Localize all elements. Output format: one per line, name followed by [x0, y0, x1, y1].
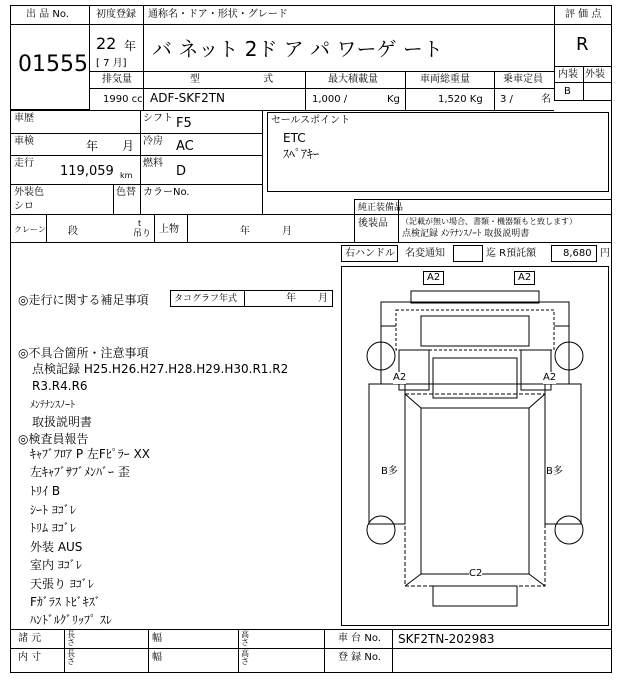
handle-side: 右ハンドル: [345, 248, 395, 259]
damage-b-left: B多: [381, 466, 398, 477]
inspection-month: 月: [122, 139, 135, 153]
ext-color-label: 外装色: [14, 187, 44, 198]
tachograph-label: タコグラフ年式: [174, 294, 238, 304]
color-change-label: 色替: [116, 187, 136, 198]
damage-a2-top-right: A2: [514, 271, 535, 285]
boom-month: 月: [282, 226, 292, 237]
ext-color-value: シロ: [14, 201, 34, 212]
inspector-line: 外装 AUS: [30, 540, 83, 554]
inspector-line: ﾄﾘﾑ ﾖｺﾞﾚ: [30, 521, 76, 535]
width-label: 幅: [152, 652, 162, 663]
boom-label: 上物: [159, 224, 179, 235]
inspector-label: ◎検査員報告: [18, 432, 89, 446]
inspector-line: 左ｷｬﾌﾞｻﾌﾞﾒﾝﾊﾞｰ 歪: [30, 465, 130, 479]
chassis-label: 車 台 No.: [338, 633, 381, 644]
lot-label: 出 品 No.: [26, 9, 69, 20]
model-label: 型 式: [190, 74, 274, 85]
inspector-line: ﾄﾘｲ B: [30, 484, 61, 498]
height-label: 高さ: [241, 630, 249, 647]
damage-b-right: B多: [546, 466, 563, 477]
overall-rating: R: [576, 34, 589, 55]
ac-value: AC: [176, 139, 194, 154]
boom-year: 年: [240, 226, 250, 237]
crane-label: クレーン: [14, 225, 46, 234]
exterior-grade-label: 外装: [585, 69, 605, 80]
max-load-label: 最大積載量: [328, 74, 378, 85]
driving-remarks-label: ◎走行に関する補足事項: [18, 293, 149, 307]
equipment-note: （記載が無い場合、書類・機器類もと致します）: [401, 217, 577, 226]
mileage-value: 119,059: [60, 164, 114, 179]
crane-lift: 吊り: [133, 229, 152, 239]
recycle-label: 迄 R預託額: [486, 248, 537, 259]
reg-month: [ 7 月]: [96, 58, 127, 69]
defect-line: R3.R4.R6: [32, 379, 88, 393]
fuel-value: D: [176, 164, 187, 179]
damage-a2-top-left: A2: [423, 271, 444, 285]
damage-a2-right: A2: [543, 372, 557, 383]
rating-label: 評 価 点: [565, 9, 602, 20]
genuine-equipment-label: 純正装備品: [358, 203, 404, 213]
inspector-line: 天張り ﾖｺﾞﾚ: [30, 577, 94, 591]
fuel-label: 燃料: [143, 158, 163, 169]
equipment-docs: 点検記録 ﾒﾝﾃﾅﾝｽﾉｰﾄ 取扱説明書: [402, 229, 530, 239]
ac-label: 冷房: [143, 136, 163, 147]
tacho-month: 月: [318, 293, 328, 304]
displacement: 1990 cc: [103, 94, 143, 105]
chassis-number: SKF2TN-202983: [398, 632, 495, 646]
defect-line: 取扱説明書: [32, 415, 93, 429]
lot-number: 01555: [18, 52, 88, 77]
crane-ton: t: [138, 219, 142, 228]
damage-c2-rear: C2: [469, 568, 483, 579]
car-name: バ ネット 2ド ア パ ワーゲ ート: [152, 37, 443, 61]
sales-point-1: ETC: [283, 131, 306, 145]
inspector-line: ｷｬﾌﾞﾌﾛｱ P 左Fﾋﾟﾗｰ XX: [30, 447, 151, 461]
sales-point-label: セールスポイント: [271, 115, 351, 126]
gross-weight: 1,520 Kg: [438, 94, 483, 105]
history-label: 車歴: [14, 113, 34, 124]
height-label: 高さ: [241, 649, 249, 666]
name-change-box: [453, 245, 483, 262]
registration-label: 登 録 No.: [338, 652, 381, 663]
name-change-label: 名変通知: [405, 248, 445, 259]
inspector-line: ｼｰﾄ ﾖｺﾞﾚ: [30, 503, 76, 517]
gvw-label: 車両総重量: [420, 74, 470, 85]
first-reg-label: 初度登録: [96, 9, 136, 20]
reg-year: 22: [96, 34, 117, 53]
capacity: 3 /: [500, 94, 513, 105]
defect-line: ﾒﾝﾃﾅﾝｽﾉｰﾄ: [30, 400, 75, 411]
inspector-line: Fｶﾞﾗｽ ﾄﾋﾞｷｽﾞ: [30, 595, 101, 609]
inspection-year: 年: [86, 139, 99, 153]
reg-year-unit: 年: [124, 39, 137, 53]
mileage-label: 走行: [14, 158, 34, 169]
length-label: 長さ: [67, 630, 75, 647]
displacement-label: 排気量: [102, 74, 132, 85]
recycle-yen: 円: [600, 248, 610, 259]
defects-label: ◎不具合箇所・注意事項: [18, 346, 149, 360]
interior-grade-label: 内装: [558, 69, 578, 80]
capacity-unit: 名: [541, 94, 551, 105]
recycle-amount: 8,680: [563, 248, 592, 259]
sales-point-2: ｽﾍﾟｱｷｰ: [283, 147, 320, 161]
max-load-unit: Kg: [387, 94, 400, 105]
color-no-label: カラーNo.: [143, 187, 190, 198]
capacity-label: 乗車定員: [503, 74, 543, 85]
interior-grade: B: [564, 86, 571, 97]
width-label: 幅: [152, 633, 162, 644]
inspector-line: 室内 ﾖｺﾞﾚ: [30, 558, 82, 572]
damage-a2-left: A2: [393, 372, 407, 383]
mileage-unit: km: [120, 171, 133, 180]
tacho-year: 年: [286, 293, 296, 304]
dims-label: 諸 元: [18, 633, 42, 644]
aftermarket-label: 後装品: [358, 218, 388, 229]
inspection-label: 車検: [14, 136, 34, 147]
shift-label: シフト: [143, 113, 173, 124]
model-code: ADF-SKF2TN: [150, 91, 226, 105]
inspector-line: ﾊﾝﾄﾞﾙｸﾞﾘｯﾌﾟ ｽﾚ: [30, 613, 112, 627]
car-name-label: 通称名・ドア・形状・グレード: [148, 9, 288, 20]
crane-stage: 段: [68, 226, 78, 237]
interior-dims-label: 内 寸: [18, 652, 42, 663]
length-label: 長さ: [67, 649, 75, 666]
max-load: 1,000 /: [312, 94, 348, 105]
defect-line: 点検記録 H25.H26.H27.H28.H29.H30.R1.R2: [32, 362, 289, 376]
shift-value: F5: [176, 116, 192, 131]
